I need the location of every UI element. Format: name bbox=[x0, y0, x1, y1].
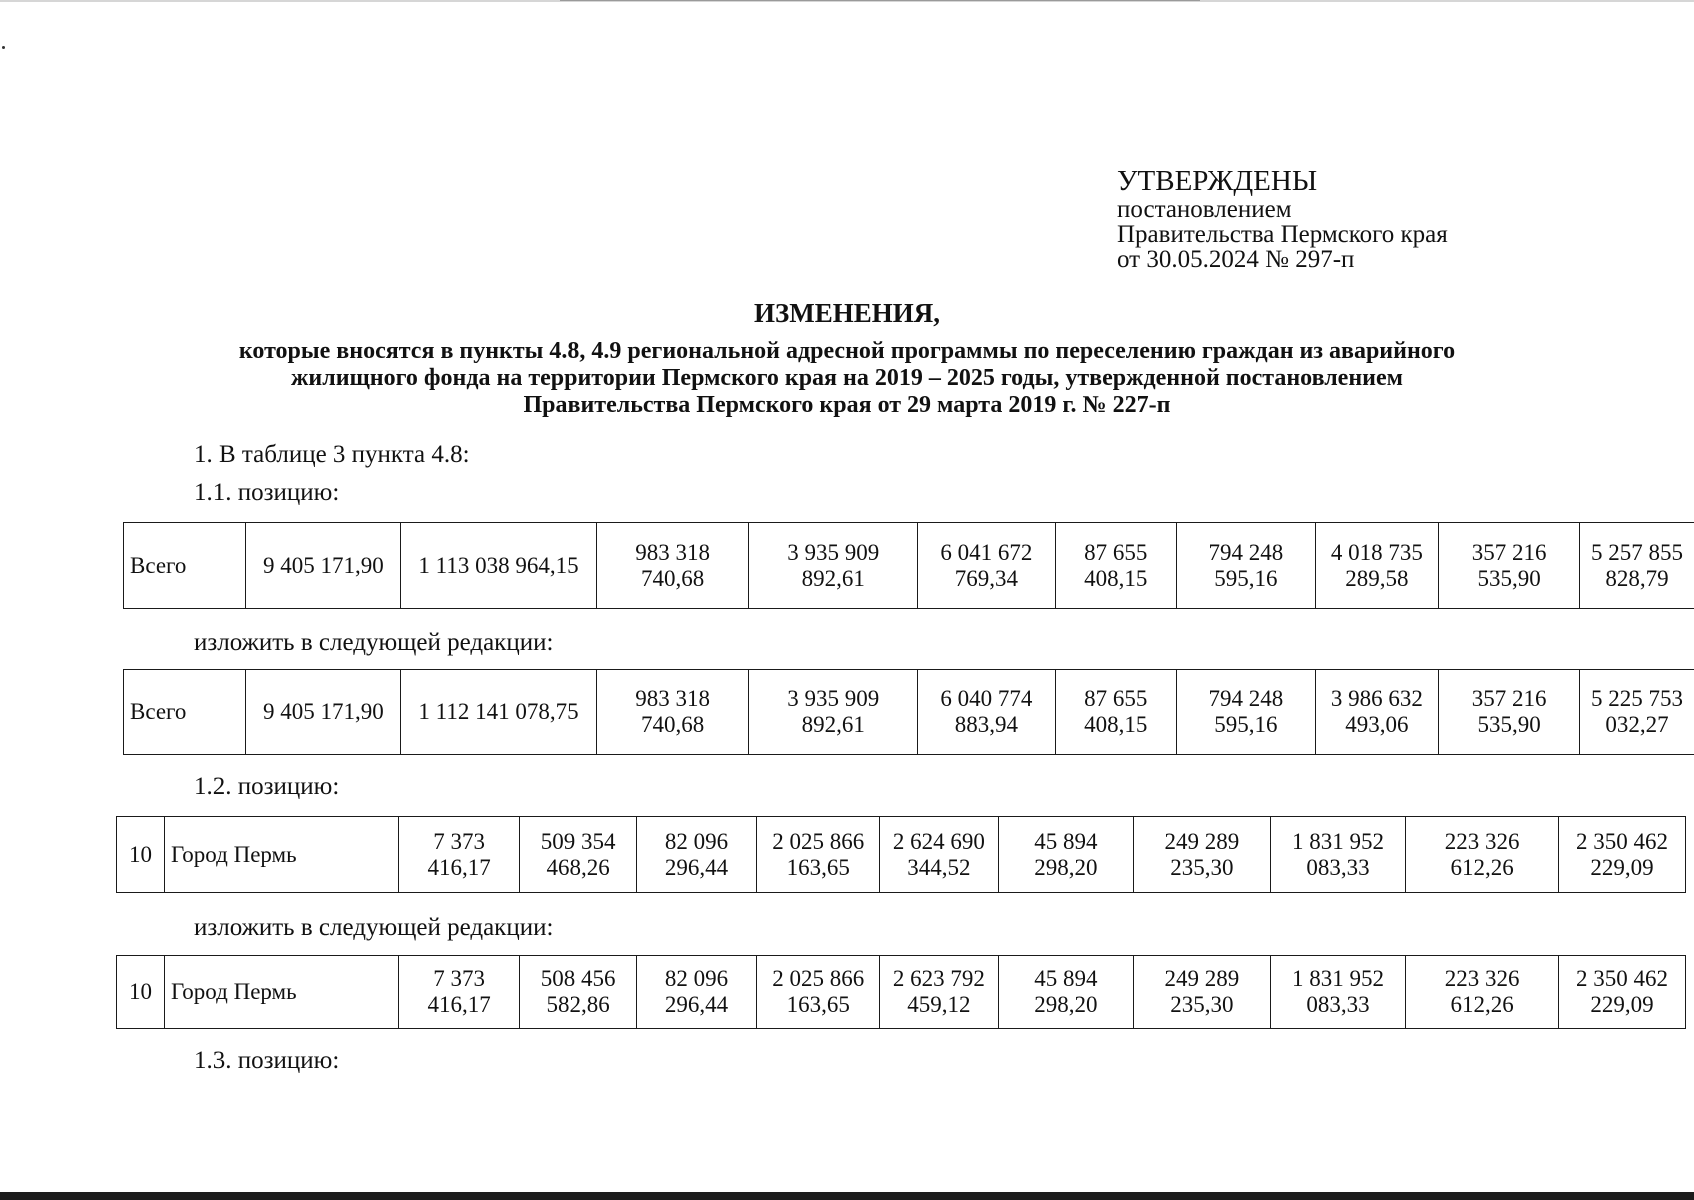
paragraph-1-1: 1.1. позицию: bbox=[194, 479, 340, 506]
table-cell: 223 326 612,26 bbox=[1406, 817, 1559, 893]
document-subtitle bbox=[130, 338, 1564, 419]
approval-heading: УТВЕРЖДЕНЫ bbox=[1117, 165, 1318, 197]
paragraph-1-3: 1.3. позицию: bbox=[194, 1047, 340, 1074]
document-title: ИЗМЕНЕНИЯ, bbox=[753, 298, 940, 328]
table-cell: 9 405 171,90 bbox=[246, 523, 401, 609]
table-cell: 223 326 612,26 bbox=[1406, 956, 1559, 1029]
table-cell: 794 248 595,16 bbox=[1177, 523, 1316, 609]
table-cell: 357 216 535,90 bbox=[1439, 670, 1580, 755]
row-number-cell: 10 bbox=[117, 817, 165, 893]
row-label-cell: Всего bbox=[124, 523, 246, 609]
scan-bottom-edge bbox=[0, 1192, 1694, 1200]
subtitle-line: которые вносятся в пункты 4.8, 4.9 региональной адресной программы по переселению граждан из аварийного bbox=[238, 338, 1456, 364]
table-row bbox=[124, 670, 1694, 755]
table-cell: 3 986 632 493,06 bbox=[1315, 670, 1439, 755]
table-cell: 249 289 235,30 bbox=[1134, 956, 1271, 1029]
approval-date: от 30.05.2024 № 297-п bbox=[1117, 246, 1355, 273]
table-perm-old bbox=[116, 816, 1686, 893]
table-cell: 4 018 735 289,58 bbox=[1315, 523, 1439, 609]
table-cell: 7 373 416,17 bbox=[398, 817, 520, 893]
table-cell: 983 318 740,68 bbox=[596, 670, 749, 755]
table-cell: 5 225 753 032,27 bbox=[1579, 670, 1694, 755]
table-total-old bbox=[123, 522, 1694, 609]
table-cell: 357 216 535,90 bbox=[1439, 523, 1580, 609]
table-row bbox=[117, 956, 1686, 1029]
subtitle-line: жилищного фонда на территории Пермского края на 2019 – 2025 годы, утвержденной постановлением bbox=[291, 365, 1403, 391]
edit-instruction-1: изложить в следующей редакции: bbox=[194, 629, 554, 656]
table-cell: 87 655 408,15 bbox=[1055, 523, 1176, 609]
edit-instruction-2: изложить в следующей редакции: bbox=[194, 914, 554, 941]
table-cell: 509 354 468,26 bbox=[520, 817, 636, 893]
table-cell: 5 257 855 828,79 bbox=[1579, 523, 1694, 609]
approval-line: Правительства Пермского края bbox=[1117, 221, 1448, 248]
table-cell: 3 935 909 892,61 bbox=[749, 523, 918, 609]
scan-speck bbox=[2, 46, 5, 49]
row-label-cell: Город Пермь bbox=[165, 817, 399, 893]
table-cell: 2 025 866 163,65 bbox=[757, 817, 880, 893]
table-cell: 983 318 740,68 bbox=[596, 523, 749, 609]
table-cell: 82 096 296,44 bbox=[636, 817, 757, 893]
paragraph-1-2: 1.2. позицию: bbox=[194, 773, 340, 800]
table-cell: 7 373 416,17 bbox=[398, 956, 520, 1029]
table-cell: 249 289 235,30 bbox=[1134, 817, 1271, 893]
table-cell: 2 623 792 459,12 bbox=[880, 956, 998, 1029]
table-cell: 6 041 672 769,34 bbox=[918, 523, 1056, 609]
table-perm-new bbox=[116, 955, 1686, 1029]
table-cell: 82 096 296,44 bbox=[636, 956, 757, 1029]
table-total-new bbox=[123, 669, 1694, 755]
table-row bbox=[117, 817, 1686, 893]
row-label-cell: Всего bbox=[124, 670, 246, 755]
table-cell: 1 831 952 083,33 bbox=[1270, 956, 1406, 1029]
table-cell: 794 248 595,16 bbox=[1177, 670, 1316, 755]
table-cell: 6 040 774 883,94 bbox=[918, 670, 1056, 755]
table-cell: 45 894 298,20 bbox=[998, 956, 1134, 1029]
table-cell: 1 831 952 083,33 bbox=[1270, 817, 1406, 893]
table-cell: 2 025 866 163,65 bbox=[757, 956, 880, 1029]
table-cell: 2 350 462 229,09 bbox=[1558, 956, 1685, 1029]
paragraph-1: 1. В таблице 3 пункта 4.8: bbox=[194, 441, 470, 468]
row-number-cell: 10 bbox=[117, 956, 165, 1029]
table-cell: 508 456 582,86 bbox=[520, 956, 636, 1029]
scan-top-line bbox=[560, 0, 1200, 1]
table-cell: 2 350 462 229,09 bbox=[1558, 817, 1685, 893]
table-cell: 45 894 298,20 bbox=[998, 817, 1134, 893]
approval-line: постановлением bbox=[1117, 196, 1292, 223]
table-cell: 3 935 909 892,61 bbox=[749, 670, 918, 755]
row-label-cell: Город Пермь bbox=[165, 956, 399, 1029]
table-row bbox=[124, 523, 1694, 609]
approval-block bbox=[1117, 166, 1448, 272]
table-cell: 1 113 038 964,15 bbox=[401, 523, 597, 609]
table-cell: 1 112 141 078,75 bbox=[401, 670, 597, 755]
table-cell: 87 655 408,15 bbox=[1055, 670, 1176, 755]
subtitle-line: Правительства Пермского края от 29 марта 2019 г. № 227-п bbox=[523, 392, 1171, 418]
table-cell: 9 405 171,90 bbox=[246, 670, 401, 755]
table-cell: 2 624 690 344,52 bbox=[880, 817, 998, 893]
